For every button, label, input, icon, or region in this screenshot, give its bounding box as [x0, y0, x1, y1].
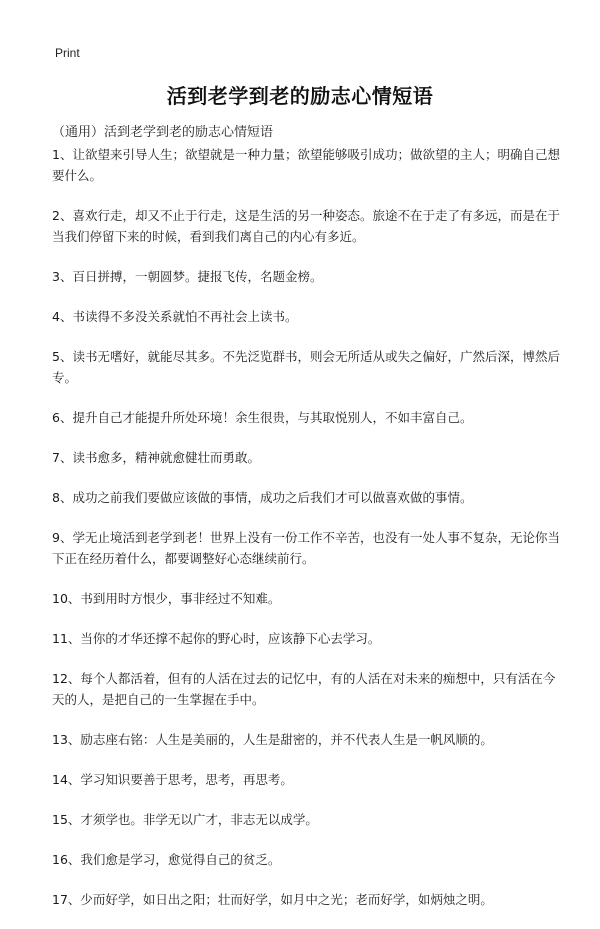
list-item: 1、让欲望来引导人生；欲望就是一种力量；欲望能够吸引成功；做欲望的主人；明确自己想要什么。: [52, 147, 560, 183]
list-item: 11、当你的才华还撑不起你的野心时，应该静下心去学习。: [52, 631, 381, 646]
list-item: 6、提升自己才能提升所处环境！余生很贵，与其取悦别人，不如丰富自己。: [52, 410, 473, 425]
list-item: 4、书读得不多没关系就怕不再社会上读书。: [52, 309, 298, 324]
list-item: 16、我们愈是学习，愈觉得自己的贫乏。: [52, 852, 281, 867]
print-link[interactable]: Print: [55, 46, 80, 60]
list-item: 5、读书无嗜好，就能尽其多。不先泛览群书，则会无所适从或失之偏好，广然后深，博然后专。: [52, 349, 560, 385]
list-item: 2、喜欢行走，却又不止于行走，这是生活的另一种姿态。旅途不在于走了有多远，而是在于当我们停留下来的时候，看到我们离自己的内心有多近。: [52, 208, 560, 244]
list-item: 9、学无止境活到老学到老！世界上没有一份工作不辛苦，也没有一处人事不复杂，无论你当下正在经历着什么，都要调整好心态继续前行。: [52, 530, 560, 566]
list-item: 8、成功之前我们要做应该做的事情，成功之后我们才可以做喜欢做的事情。: [52, 490, 473, 505]
list-item: 7、读书愈多，精神就愈健壮而勇敢。: [52, 450, 260, 465]
page-subtitle: （通用）活到老学到老的励志心情短语: [52, 125, 274, 140]
list-item: 14、学习知识要善于思考，思考，再思考。: [52, 772, 293, 787]
list-item: 17、少而好学，如日出之阳；壮而好学，如月中之光；老而好学，如炳烛之明。: [52, 892, 493, 907]
list-item: 10、书到用时方恨少，事非经过不知难。: [52, 591, 281, 606]
page-title: 活到老学到老的励志心情短语: [166, 84, 434, 108]
list-item: 3、百日拼搏，一朝圆梦。捷报飞传，名题金榜。: [52, 269, 323, 284]
list-item: 15、才须学也。非学无以广才，非志无以成学。: [52, 812, 318, 827]
list-item: 12、每个人都活着，但有的人活在过去的记忆中，有的人活在对未来的痴想中，只有活在今天的人，是把自己的一生掌握在手中。: [52, 671, 556, 707]
list-item: 13、励志座右铭：人生是美丽的，人生是甜密的，并不代表人生是一帆风顺的。: [52, 732, 493, 747]
quote-list: [52, 144, 562, 929]
